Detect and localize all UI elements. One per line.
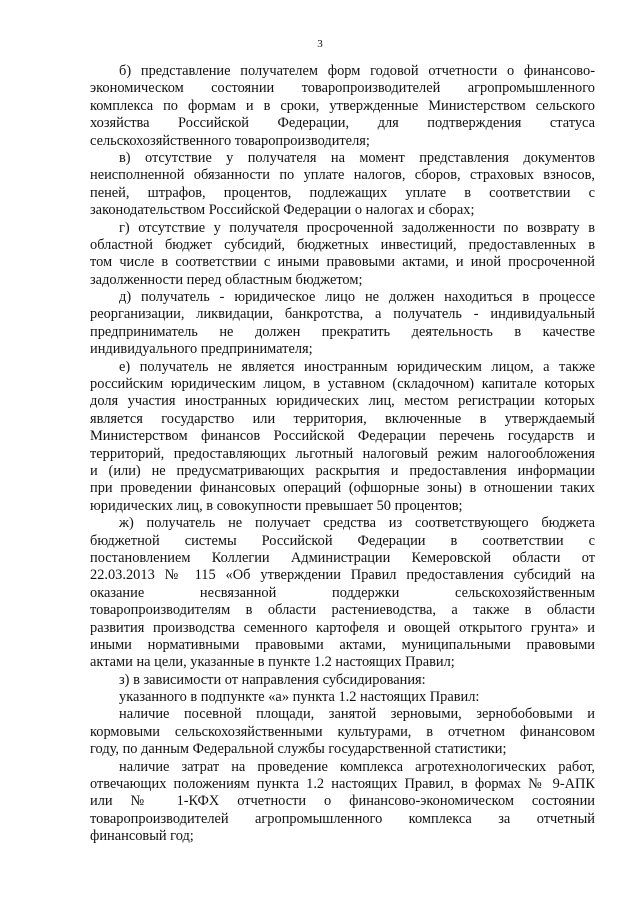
text-line: российским юридическим лицом, в уставном (складочном) капитале которых — [90, 376, 595, 393]
text-line: задолженности перед областным бюджетом; — [90, 271, 363, 288]
text-line: областной бюджет субсидий, бюджетных инвестиций, предоставленных в — [90, 236, 595, 253]
text-line: постановлением Коллегии Администрации Кемеровской области от — [90, 549, 595, 566]
page-number: 3 — [317, 38, 323, 50]
text-line: отвечающих положениям пункта 1.2 настоящих Правил, в формах № 9-АПК — [90, 776, 595, 793]
text-line: актами на цели, указанные в пункте 1.2 настоящих Правил; — [90, 654, 455, 671]
text-line: указанного в подпункте «а» пункта 1.2 настоящих Правил: — [119, 689, 480, 706]
text-line: предприниматель не должен прекратить деятельность в качестве — [90, 323, 595, 340]
text-line: комплекса по формам и в сроки, утвержденные Министерством сельского — [90, 97, 595, 114]
text-line: индивидуального предпринимателя; — [90, 341, 313, 358]
text-line: году, по данным Федеральной службы государственной статистики; — [90, 741, 507, 758]
text-line: товаропроизводителей агропромышленного комплекса за отчетный — [90, 810, 595, 827]
text-line: доля участия иностранных юридических лиц, местом регистрации которых — [90, 393, 595, 410]
text-line: реорганизации, ликвидации, банкротства, а получатель - индивидуальный — [90, 306, 595, 323]
text-line: кормовыми сельскохозяйственными культурами, в отчетном финансовом — [90, 723, 595, 740]
text-line: неисполненной обязанности по уплате налогов, сборов, страховых взносов, — [90, 167, 595, 184]
text-line: территорий, предоставляющих льготный налоговый режим налогообложения — [90, 445, 595, 462]
text-line: том числе в соответствии с иными правовыми актами, и иной просроченной — [90, 254, 595, 271]
text-line: 22.03.2013 № 115 «Об утверждении Правил предоставления субсидий на — [90, 567, 595, 584]
text-line: наличие затрат на проведение комплекса агротехнологических работ, — [119, 758, 595, 775]
text-line: г) отсутствие у получателя просроченной задолженности по возврату в — [119, 219, 595, 236]
text-line: является государство или территория, включенные в утверждаемый — [90, 410, 595, 427]
text-line: при проведении финансовых операций (офшорные зоны) в отношении таких — [90, 480, 595, 497]
text-line: сельскохозяйственного товаропроизводителя; — [90, 132, 370, 149]
text-line: пеней, штрафов, процентов, подлежащих уплате в соответствии с — [90, 184, 595, 201]
text-line: в) отсутствие у получателя на момент представления документов — [119, 149, 595, 166]
text-line: оказание несвязанной поддержки сельскохозяйственным — [90, 584, 595, 601]
text-line: е) получатель не является иностранным юридическим лицом, а также — [119, 358, 595, 375]
text-line: б) представление получателем форм годовой отчетности о финансово- — [119, 63, 595, 79]
text-line: хозяйства Российской Федерации, для подтверждения статуса — [90, 115, 595, 132]
text-line: экономическом состоянии товаропроизводителей агропромышленного — [90, 80, 595, 97]
text-line: д) получатель - юридическое лицо не должен находиться в процессе — [119, 289, 595, 306]
text-line: или № 1-КФХ отчетности о финансово-экономическом состоянии — [90, 793, 595, 810]
text-line: юридических лиц, в совокупности превышает 50 процентов; — [90, 497, 463, 514]
text-line: з) в зависимости от направления субсидирования: — [119, 671, 426, 688]
text-line: законодательством Российской Федерации о налогах и сборах; — [90, 202, 475, 219]
text-line: наличие посевной площади, занятой зерновыми, зернобобовыми и — [119, 706, 595, 723]
text-line: бюджетной системы Российской Федерации в соответствии с — [90, 532, 595, 549]
text-line: товаропроизводителям в области растениеводства, а также в области — [90, 602, 595, 619]
text-line: финансовый год; — [90, 828, 194, 845]
document-body — [90, 63, 595, 846]
text-line: ж) получатель не получает средства из соответствующего бюджета — [119, 515, 595, 532]
text-line: и (или) не предусматривающих раскрытия и предоставления информации — [90, 462, 595, 479]
text-line: иными нормативными правовыми актами, муниципальными правовыми — [90, 636, 595, 653]
text-line: Министерством финансов Российской Федерации перечень государств и — [90, 428, 595, 445]
text-line: развития производства семенного картофеля и овощей открытого грунта» и — [90, 619, 595, 636]
